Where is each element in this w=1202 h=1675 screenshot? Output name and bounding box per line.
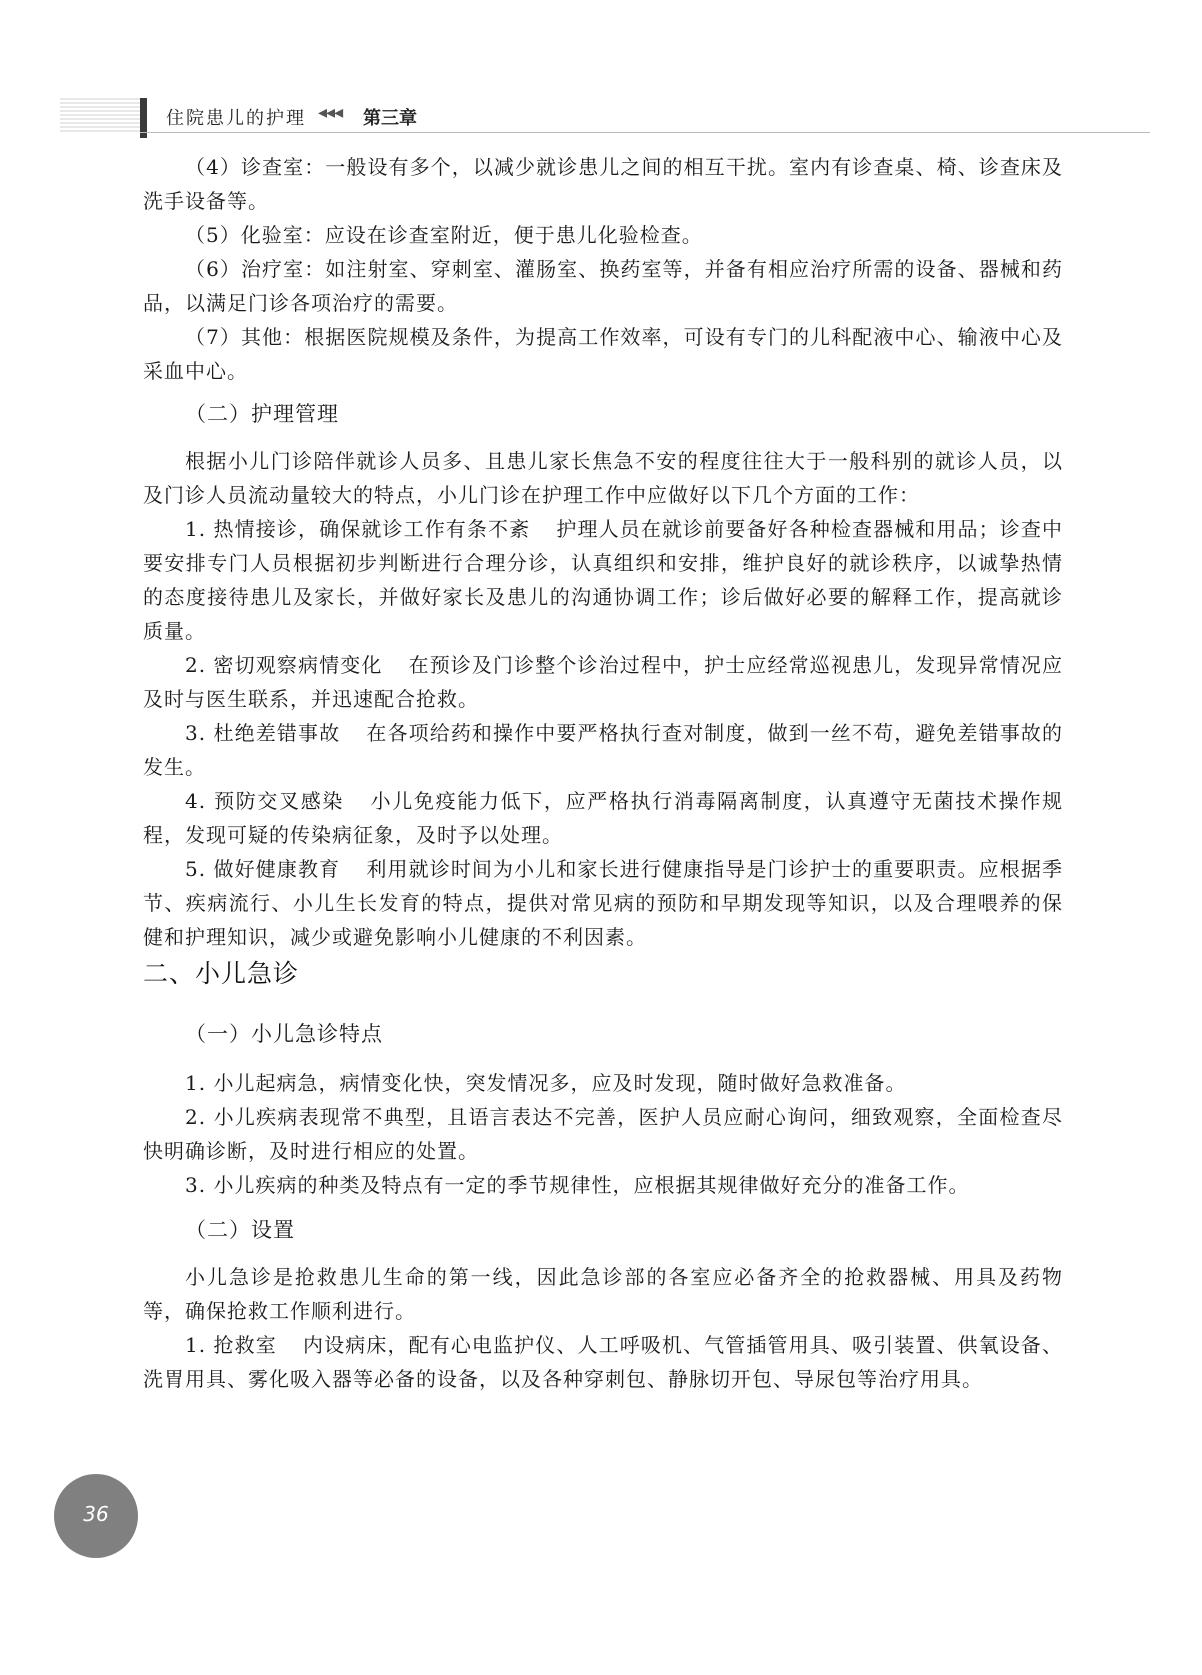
list-item: 2. 小儿疾病表现常不典型，且语言表达不完善，医护人员应耐心询问，细致观察，全面检查尽快明确诊断，及时进行相应的处置。 (143, 1105, 1063, 1163)
item-lead: 1. 热情接诊，确保就诊工作有条不紊 (185, 517, 531, 541)
item-lead: 2. 密切观察病情变化 (185, 653, 383, 677)
item-body: 小儿免疫能力低下，应严格执行消毒隔离制度，认真遵守无菌技术操作规程，发现可疑的传染病征象，及时予以处理。 (143, 789, 1063, 847)
paragraph-treatment-room: （6）治疗室：如注射室、穿刺室、灌肠室、换药室等，并备有相应治疗所需的设备、器械和药品，以满足门诊各项治疗的需要。 (143, 257, 1063, 315)
paragraph-exam-room: （4）诊查室：一般设有多个，以减少就诊患儿之间的相互干扰。室内有诊查桌、椅、诊查床及洗手设备等。 (143, 155, 1063, 213)
subheading-nursing-management: （二）护理管理 (185, 402, 339, 426)
page-header (60, 98, 1150, 138)
chapter-label: 第三章 (363, 108, 417, 129)
item-lead: 5. 做好健康教育 (185, 857, 341, 881)
paragraph-other: （7）其他：根据医院规模及条件，为提高工作效率，可设有专门的儿科配液中心、输液中心及采血中心。 (143, 325, 1063, 383)
arrows-icon: ◂◂◂ (318, 102, 343, 123)
list-item (143, 784, 1063, 852)
list-item (143, 716, 1063, 784)
list-item (143, 1328, 1063, 1396)
list-item (143, 852, 1063, 954)
item-lead: 4. 预防交叉感染 (185, 789, 345, 813)
item-lead: 1. 抢救室 (185, 1333, 277, 1357)
paragraph-setup-intro: 小儿急诊是抢救患儿生命的第一线，因此急诊部的各室应必备齐全的抢救器械、用具及药物等，确保抢救工作顺利进行。 (143, 1265, 1063, 1323)
subheading-emergency-features: （一）小儿急诊特点 (185, 1022, 383, 1046)
paragraph-intro: 根据小儿门诊陪伴就诊人员多、且患儿家长焦急不安的程度往往大于一般科别的就诊人员，以及门诊人员流动量较大的特点，小儿门诊在护理工作中应做好以下几个方面的工作： (143, 449, 1063, 507)
item-body: 内设病床，配有心电监护仪、人工呼吸机、气管插管用具、吸引装置、供氧设备、洗胃用具、雾化吸入器等必备的设备，以及各种穿刺包、静脉切开包、导尿包等治疗用具。 (143, 1333, 1063, 1391)
item-body: 护理人员在就诊前要备好各种检查器械和用品；诊查中要安排专门人员根据初步判断进行合理分诊，认真组织和安排，维护良好的就诊秩序，以诚挚热情的态度接待患儿及家长，并做好家长及患儿的沟通协调工作；诊后做好必要的解释工作，提高就诊质量。 (143, 517, 1063, 643)
page-number-badge (54, 1474, 138, 1558)
subheading-setup: （二）设置 (185, 1218, 295, 1242)
header-rule (140, 132, 1150, 133)
page-number: 36 (83, 1502, 109, 1526)
running-title: 住院患儿的护理 (166, 108, 306, 129)
item-body: 在预诊及门诊整个诊治过程中，护士应经常巡视患儿，发现异常情况应及时与医生联系，并迅速配合抢救。 (143, 653, 1063, 711)
header-decoration (60, 98, 140, 134)
list-item (143, 648, 1063, 716)
section-heading-pediatric-emergency: 二、小儿急诊 (143, 959, 300, 988)
list-item: 3. 小儿疾病的种类及特点有一定的季节规律性，应根据其规律做好充分的准备工作。 (185, 1173, 970, 1197)
item-body: 利用就诊时间为小儿和家长进行健康指导是门诊护士的重要职责。应根据季节、疾病流行、小儿生长发育的特点，提供对常见病的预防和早期发现等知识，以及合理喂养的保健和护理知识，减少或避免影响小儿健康的不利因素。 (143, 857, 1064, 949)
list-item: 1. 小儿起病急，病情变化快，突发情况多，应及时发现，随时做好急救准备。 (185, 1071, 907, 1095)
item-lead: 3. 杜绝差错事故 (185, 721, 341, 745)
list-item (143, 512, 1063, 648)
item-body: 在各项给药和操作中要严格执行查对制度，做到一丝不苟，避免差错事故的发生。 (143, 721, 1064, 779)
paragraph-lab-room: （5）化验室：应设在诊查室附近，便于患儿化验检查。 (185, 223, 703, 247)
